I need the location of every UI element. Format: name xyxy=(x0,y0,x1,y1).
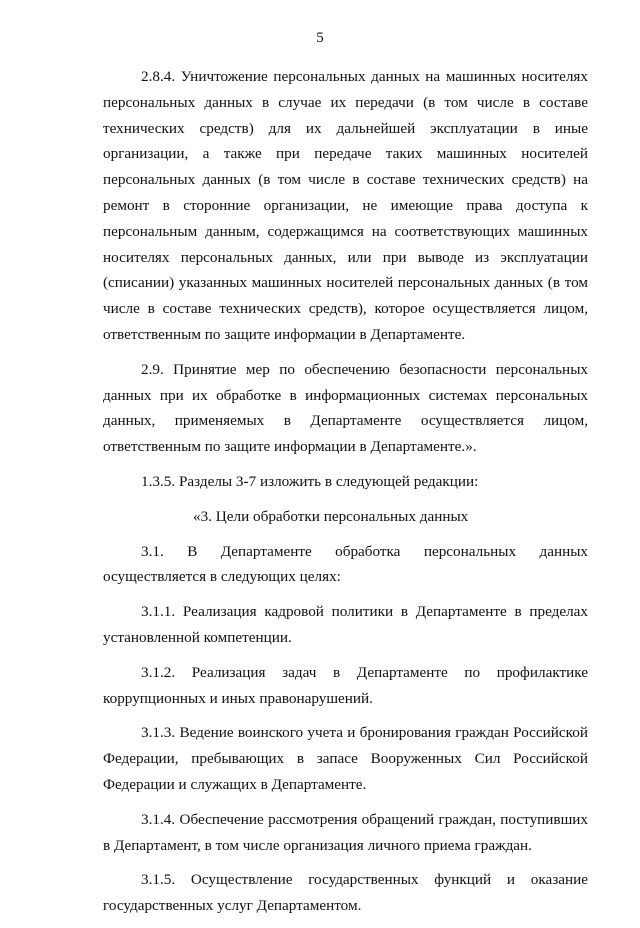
paragraph-3-1-5: 3.1.5. Осуществление государственных функций и оказание государственных услуг Департаментом. xyxy=(103,871,588,915)
paragraph-3-1-1: 3.1.1. Реализация кадровой политики в Департаменте в пределах установленной компетенции. xyxy=(103,603,588,646)
paragraph-3-1-4: 3.1.4. Обеспечение рассмотрения обращений граждан, поступивших в Департамент, в том числе организация личного приема граждан. xyxy=(103,810,588,854)
paragraph-1-3-5: 1.3.5. Разделы 3-7 изложить в следующей редакции: xyxy=(141,472,479,490)
paragraph-3-1: 3.1. В Департаменте обработка персональных данных осуществляется в следующих целях: xyxy=(103,542,588,586)
page-number: 5 xyxy=(316,30,324,46)
paragraph-2-8-4: 2.8.4. Уничтожение персональных данных на машинных носителях персональных данных в случае их передачи (в том числе в составе технических средств) для их дальнейшей эксплуатации в иные организации, а также при передаче таких машинных носителей персональных данных (в том числе в составе технических средств) на ремонт в сторонние организации, не имеющие права доступа к персональным данным, содержащимся на соответствующих машинных носителях персональных данных, или при выводе из эксплуатации (списании) указанных машинных носителей персональных данных (в том числе в составе технических средств), которое осуществляется лицом, ответственным по защите информации в Департаменте. xyxy=(103,68,588,343)
paragraph-3-1-3: 3.1.3. Ведение воинского учета и бронирования граждан Российской Федерации, пребывающих в запасе Вооруженных Сил Российской Федерации и служащих в Департаменте. xyxy=(103,724,588,793)
paragraph-2-9: 2.9. Принятие мер по обеспечению безопасности персональных данных при их обработке в информационных системах персональных данных, применяемых в Департаменте осуществляется лицом, ответственным по защите информации в Департаменте.». xyxy=(103,360,588,456)
paragraph-3-1-2: 3.1.2. Реализация задач в Департаменте по профилактике коррупционных и иных правонарушений. xyxy=(103,663,588,707)
section-heading: «3. Цели обработки персональных данных xyxy=(193,507,469,525)
document-body xyxy=(103,64,588,928)
